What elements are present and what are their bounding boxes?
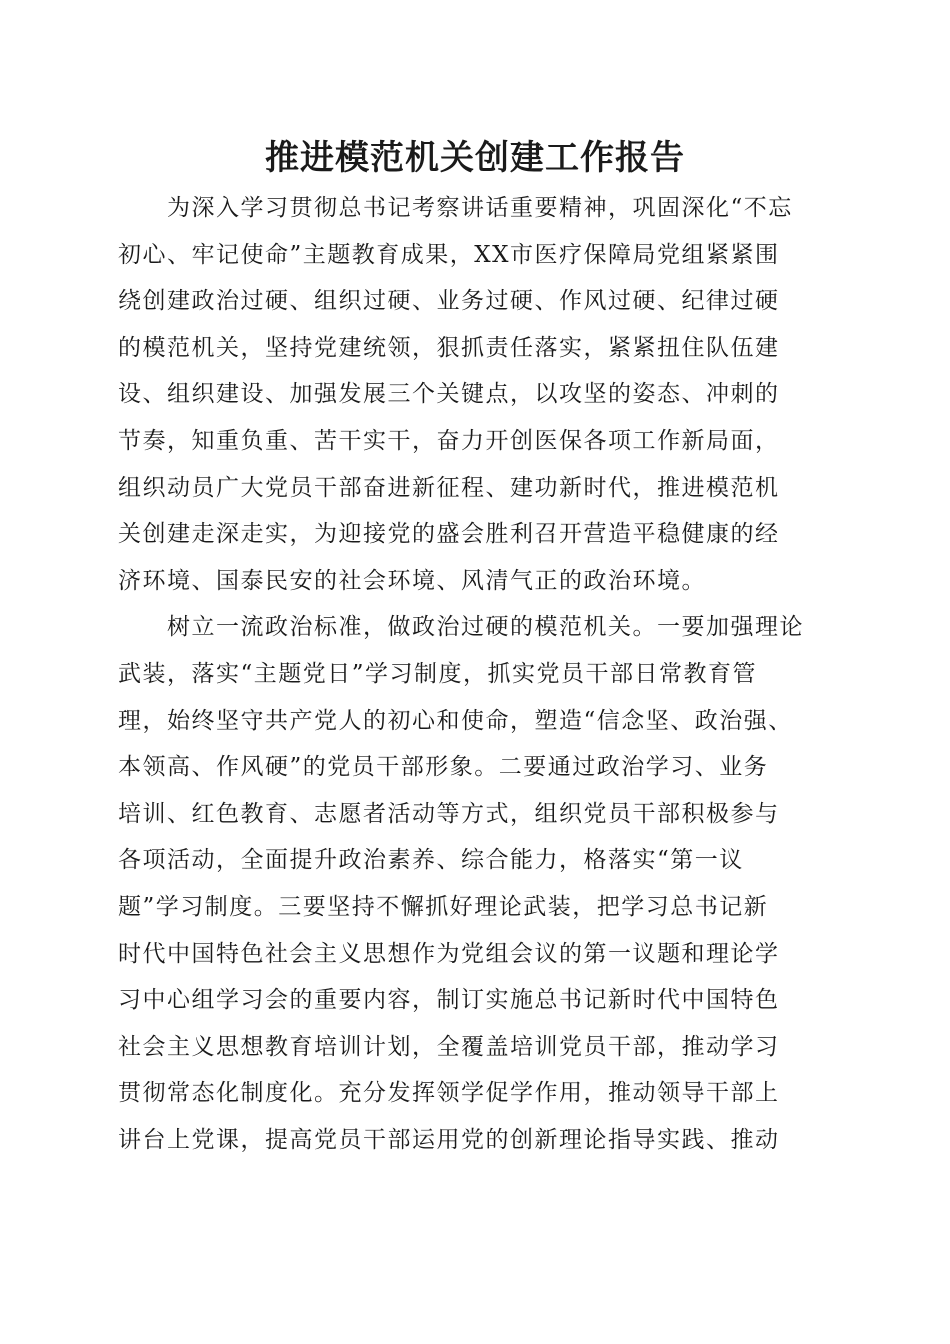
text-line: 的模范机关，坚持党建统领，狠抓责任落实，紧紧扭住队伍建 — [118, 334, 780, 361]
document-title: 推进模范机关创建工作报告 — [265, 138, 685, 178]
text-line: 关创建走深走实，为迎接党的盛会胜利召开营造平稳健康的经 — [118, 521, 780, 548]
text-line: 为深入学习贯彻总书记考察讲话重要精神，巩固深化“不忘 — [118, 195, 793, 221]
text-line: 节奏，知重负重、苦干实干，奋力开创医保各项工作新局面， — [118, 427, 780, 454]
paragraph-political-standard — [118, 604, 838, 1163]
text-line: 武装，落实“主题党日”学习制度，抓实党员干部日常教育管 — [118, 660, 758, 687]
text-line: 树立一流政治标准，做政治过硬的模范机关。一要加强理论 — [118, 614, 804, 641]
document-body — [118, 185, 838, 1163]
text-line: 济环境、国泰民安的社会环境、风清气正的政治环境。 — [118, 567, 706, 594]
text-line: 习中心组学习会的重要内容，制订实施总书记新时代中国特色 — [118, 987, 780, 1014]
text-line: 理，始终坚守共产党人的初心和使命，塑造“信念坚、政治强、 — [118, 707, 793, 734]
text-line: 初心、牢记使命”主题教育成果，XX市医疗保障局党组紧紧围 — [118, 241, 780, 268]
text-line: 设、组织建设、加强发展三个关键点，以攻坚的姿态、冲刺的 — [118, 381, 780, 408]
text-line: 组织动员广大党员干部奋进新征程、建功新时代，推进模范机 — [118, 474, 780, 501]
text-line: 题”学习制度。三要坚持不懈抓好理论武装，把学习总书记新 — [118, 893, 769, 920]
text-line: 各项活动，全面提升政治素养、综合能力，格落实“第一议 — [118, 847, 744, 874]
text-line: 讲台上党课，提高党员干部运用党的创新理论指导实践、推动 — [118, 1126, 780, 1153]
text-line: 培训、红色教育、志愿者活动等方式，组织党员干部积极参与 — [118, 800, 780, 827]
text-line: 时代中国特色社会主义思想作为党组会议的第一议题和理论学 — [118, 940, 780, 967]
text-line: 绕创建政治过硬、组织过硬、业务过硬、作风过硬、纪律过硬 — [118, 288, 780, 315]
text-line: 社会主义思想教育培训计划，全覆盖培训党员干部，推动学习 — [118, 1033, 780, 1060]
text-line: 本领高、作风硬”的党员干部形象。二要通过政治学习、业务 — [118, 754, 769, 781]
paragraph-intro — [118, 185, 838, 604]
text-line: 贯彻常态化制度化。充分发挥领学促学作用，推动领导干部上 — [118, 1080, 780, 1107]
